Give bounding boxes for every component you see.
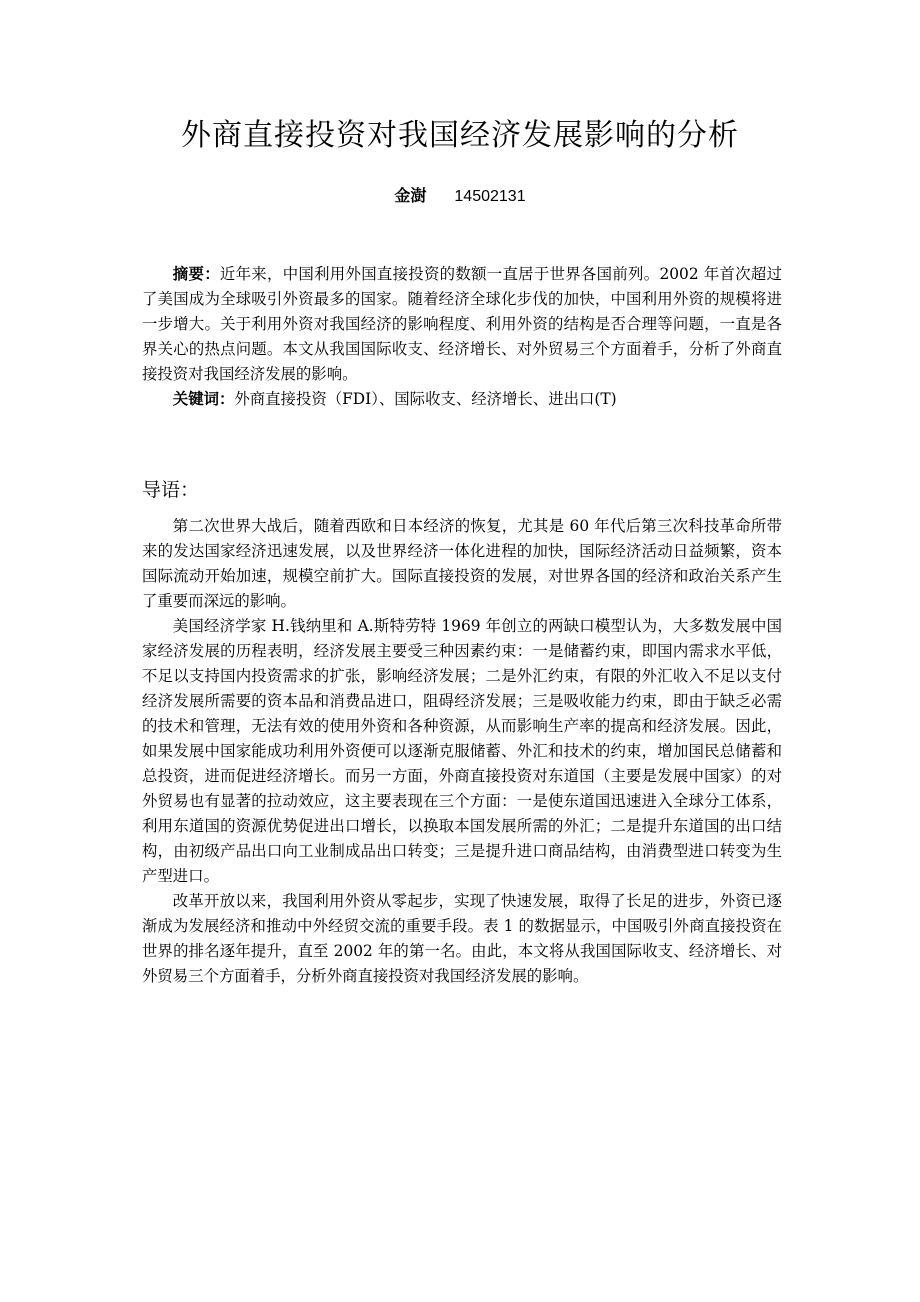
- intro-paragraph: 美国经济学家 H.钱纳里和 A.斯特劳特 1969 年创立的两缺口模型认为，大多数发展中国家经济发展的历程表明，经济发展主要受三种因素约束：一是储蓄约束，即国内需求水平低，不足以支持国内投资需求的扩张，影响经济发展；二是外汇约束，有限的外汇收入不足以支付经济发展所需要的资本品和消费品进口，阻碍经济发展；三是吸收能力约束，即由于缺乏必需的技术和管理，无法有效的使用外资和各种资源，从而影响生产率的提高和经济发展。因此，如果发展中国家能成功利用外资便可以逐渐克服储蓄、外汇和技术的约束，增加国民总储蓄和总投资，进而促进经济增长。而另一方面，外商直接投资对东道国（主要是发展中国家）的对外贸易也有显著的拉动效应，这主要表现在三个方面：一是使东道国迅速进入全球分工体系，利用东道国的资源优势促进出口增长，以换取本国发展所需的外汇；二是提升东道国的出口结构，由初级产品出口向工业制成品出口转变；三是提升进口商品结构，由消费型进口转变为生产型进口。: [142, 617, 782, 885]
- intro-paragraph: 第二次世界大战后，随着西欧和日本经济的恢复，尤其是 60 年代后第三次科技革命所带来的发达国家经济迅速发展，以及世界经济一体化进程的加快，国际经济活动日益频繁，资本国际流动开始加速，规模空前扩大。国际直接投资的发展，对世界各国的经济和政治关系产生了重要而深远的影响。: [142, 517, 782, 610]
- keywords-label: 关键词：: [172, 390, 235, 408]
- keywords-paragraph: [142, 387, 782, 412]
- abstract-block: [142, 262, 782, 412]
- intro-heading: 导语：: [142, 479, 200, 501]
- intro-paragraph: 改革开放以来，我国利用外资从零起步，实现了快速发展，取得了长足的进步，外资已逐渐成为发展经济和推动中外经贸交流的重要手段。表 1 的数据显示，中国吸引外商直接投资在世界的排名逐年提升，直至 2002 年的第一名。由此，本文将从我国国际收支、经济增长、对外贸易三个方面着手，分析外商直接投资对我国经济发展的影响。: [142, 892, 782, 985]
- document-title: 外商直接投资对我国经济发展影响的分析: [181, 118, 739, 153]
- author-line: [0, 182, 920, 211]
- student-id: 14502131: [454, 188, 526, 205]
- keywords-text: 外商直接投资（FDI）、国际收支、经济增长、进出口(T): [234, 390, 617, 408]
- abstract-paragraph: [142, 262, 782, 387]
- abstract-label: 摘要：: [172, 265, 220, 283]
- author-name: 金澍: [394, 186, 427, 205]
- abstract-text: 近年来，中国利用外国直接投资的数额一直居于世界各国前列。2002 年首次超过了美国成为全球吸引外资最多的国家。随着经济全球化步伐的加快，中国利用外资的规模将进一步增大。关于利用外资对我国经济的影响程度、利用外资的结构是否合理等问题，一直是各界关心的热点问题。本文从我国国际收支、经济增长、对外贸易三个方面着手，分析了外商直接投资对我国经济发展的影响。: [142, 265, 782, 383]
- intro-body: [142, 514, 782, 989]
